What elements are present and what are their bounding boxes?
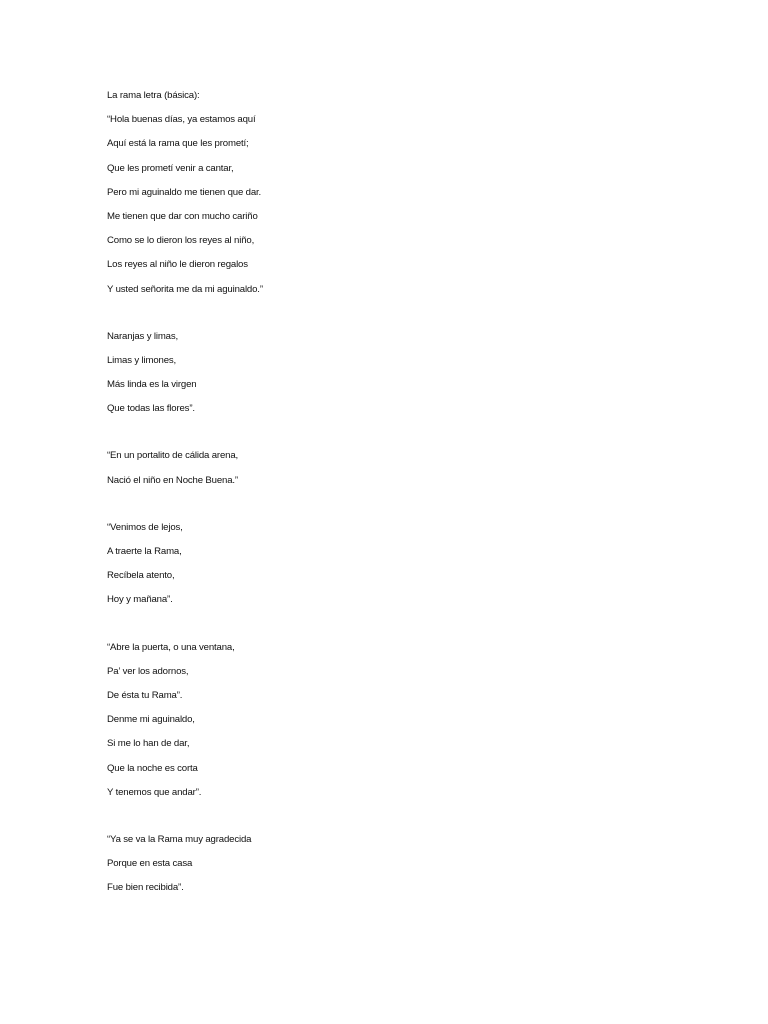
lyric-line: Los reyes al niño le dieron regalos xyxy=(107,259,248,271)
lyric-line: Denme mi aguinaldo, xyxy=(107,714,195,726)
stanza-spacer xyxy=(107,619,667,642)
stanza-spacer xyxy=(107,811,667,834)
lyric-line: Aquí está la rama que les prometí; xyxy=(107,138,249,150)
stanza-spacer xyxy=(107,427,667,450)
lyrics-text xyxy=(107,90,667,906)
stanza-2 xyxy=(107,331,667,415)
document-title: La rama letra (básica): xyxy=(107,90,200,101)
lyric-line: De ésta tu Rama”. xyxy=(107,689,183,701)
lyric-line: Pero mi aguinaldo me tienen que dar. xyxy=(107,186,262,198)
lyric-line: Recíbela atento, xyxy=(107,570,175,582)
lyric-line: Que la noche es corta xyxy=(107,762,198,774)
lyric-line: Y usted señorita me da mi aguinaldo.” xyxy=(107,283,263,295)
stanza-5 xyxy=(107,642,667,798)
lyric-line: Que todas las flores”. xyxy=(107,403,195,415)
lyric-line: Más linda es la virgen xyxy=(107,379,197,391)
lyric-line: Como se lo dieron los reyes al niño, xyxy=(107,235,255,247)
lyric-line: “Ya se va la Rama muy agradecida xyxy=(107,833,252,845)
stanza-spacer xyxy=(107,499,667,522)
lyric-line: “Venimos de lejos, xyxy=(107,521,183,533)
lyric-line: Y tenemos que andar”. xyxy=(107,786,202,798)
lyric-line: Nació el niño en Noche Buena.” xyxy=(107,474,238,486)
lyric-line: Hoy y mañana”. xyxy=(107,594,173,606)
lyric-line: Si me lo han de dar, xyxy=(107,738,190,750)
lyric-line: “En un portalito de cálida arena, xyxy=(107,450,239,462)
lyric-line: Porque en esta casa xyxy=(107,858,193,870)
stanza-4 xyxy=(107,522,667,606)
lyric-line: Limas y limones, xyxy=(107,354,177,366)
lyric-line: A traerte la Rama, xyxy=(107,546,182,557)
stanza-6 xyxy=(107,834,667,893)
lyric-line: Me tienen que dar con mucho cariño xyxy=(107,210,258,222)
lyric-line: “Hola buenas días, ya estamos aquí xyxy=(107,114,256,126)
stanza-spacer xyxy=(107,308,667,331)
lyric-line: “Abre la puerta, o una ventana, xyxy=(107,641,235,653)
stanza-1 xyxy=(107,114,667,294)
lyric-line: Pa’ ver los adornos, xyxy=(107,665,189,677)
lyric-line: Que les prometí venir a cantar, xyxy=(107,162,234,174)
lyric-line: Fue bien recibida”. xyxy=(107,882,184,894)
lyric-line: Naranjas y limas, xyxy=(107,330,179,342)
stanza-3 xyxy=(107,450,667,485)
